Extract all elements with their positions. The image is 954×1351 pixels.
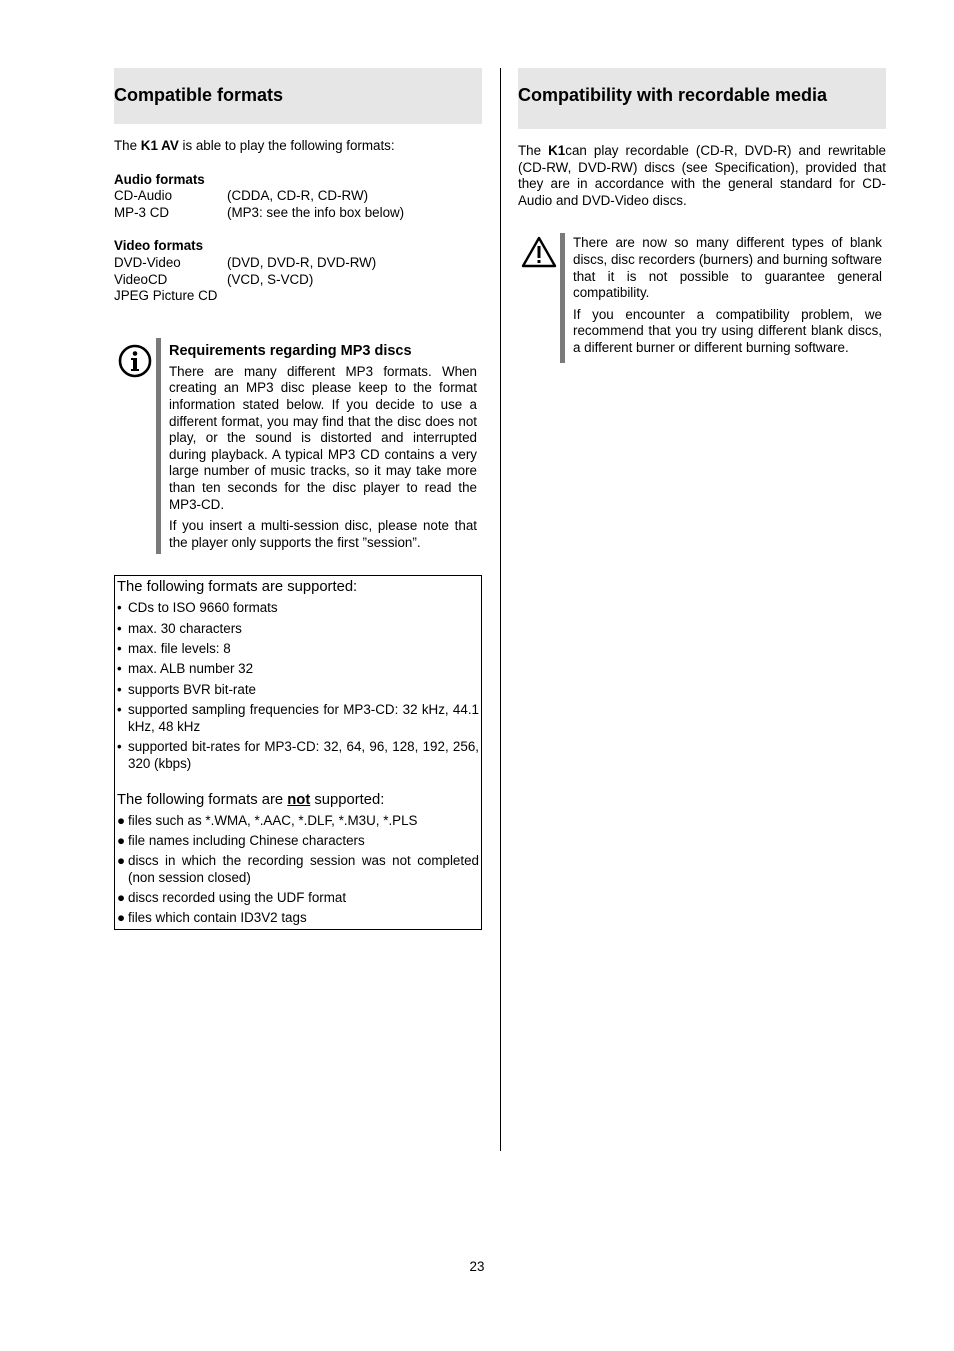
product-name: K1 AV <box>140 138 179 153</box>
list-item: ● file names including Chinese characters <box>117 833 365 849</box>
info-box-paragraph: There are many different MP3 formats. When creating an MP3 disc please keep to the format information stated below. If you decide to use a different format, you may find that the disc does not play, or the sound is distorted and interrupted during playback. A typical MP3 CD contains a very large number of music tracks, so it may take more than ten seconds for the disc player to read the MP3-CD. <box>169 363 477 512</box>
product-name: K1 <box>548 143 566 158</box>
format-row: DVD-Video (DVD, DVD-R, DVD-RW) <box>114 254 377 270</box>
info-box-body <box>169 338 482 555</box>
list-item: • supports BVR bit-rate <box>117 681 257 697</box>
list-item: ● discs in which the recording session was not completed (non session closed) <box>117 853 479 885</box>
audio-formats-title: Audio formats <box>114 171 205 187</box>
format-row: MP-3 CD (MP3: see the info box below) <box>114 204 405 220</box>
info-icon <box>114 338 156 555</box>
warning-box-bar <box>560 233 565 362</box>
not-supported-heading: The following formats are not supported: <box>117 792 385 809</box>
list-item: ● files such as *.WMA, *.AAC, *.DLF, *.M3U, *.PLS <box>117 813 418 829</box>
video-formats-title: Video formats <box>114 238 204 254</box>
list-item: ● files which contain ID3V2 tags <box>117 909 307 925</box>
audio-formats-section <box>114 172 482 222</box>
warning-paragraph: If you encounter a compatibility problem, we recommend that you try using different blank discs, a different burner or different burning software. <box>573 306 882 355</box>
list-item: ● discs recorded using the UDF format <box>117 889 347 905</box>
info-box-paragraph: If you insert a multi-session disc, please note that the player only supports the first ”session”. <box>169 518 477 550</box>
compatible-formats-heading: Compatible formats <box>114 68 482 124</box>
warning-paragraph: There are now so many different types of blank discs, disc recorders (burners) and burning software that it is not possible to guarantee general compatibility. <box>573 235 882 301</box>
info-box-bar <box>156 338 161 555</box>
video-formats-section <box>114 238 482 304</box>
warning-icon <box>518 233 560 362</box>
not-supported-list <box>117 813 479 926</box>
list-item: • supported sampling frequencies for MP3-CD: 32 kHz, 44.1 kHz, 48 kHz <box>117 702 479 734</box>
info-box-title: Requirements regarding MP3 discs <box>169 342 412 359</box>
list-item: • CDs to ISO 9660 formats <box>117 600 278 616</box>
supported-list <box>117 600 479 772</box>
left-column <box>114 68 482 930</box>
mp3-spec-box <box>114 575 482 929</box>
list-item: • supported bit-rates for MP3-CD: 32, 64, 96, 128, 192, 256, 320 (kbps) <box>117 739 479 771</box>
page-number: 23 <box>469 1259 485 1274</box>
formats-intro: The K1 AV is able to play the following formats: <box>114 138 395 153</box>
recordable-media-heading: Compatibility with recordable media <box>518 68 886 129</box>
list-item: • max. file levels: 8 <box>117 641 231 657</box>
list-item: • max. ALB number 32 <box>117 661 254 677</box>
recordable-media-intro: The K1can play recordable (CD-R, DVD-R) and rewritable (CD-RW, DVD-RW) discs (see Specification), provided that they are in accordance with the general standard for CD-Audio and DVD-Video discs. <box>518 143 886 208</box>
mp3-info-box <box>114 338 482 555</box>
column-divider <box>500 68 501 1151</box>
right-column <box>518 68 886 363</box>
compatibility-warning-box <box>518 233 886 362</box>
format-row: VideoCD (VCD, S-VCD) <box>114 271 314 287</box>
format-row: JPEG Picture CD <box>114 288 218 304</box>
warning-box-body <box>573 233 886 362</box>
list-item: • max. 30 characters <box>117 620 242 636</box>
format-row: CD-Audio (CDDA, CD-R, CD-RW) <box>114 188 369 204</box>
supported-heading: The following formats are supported: <box>117 579 358 596</box>
